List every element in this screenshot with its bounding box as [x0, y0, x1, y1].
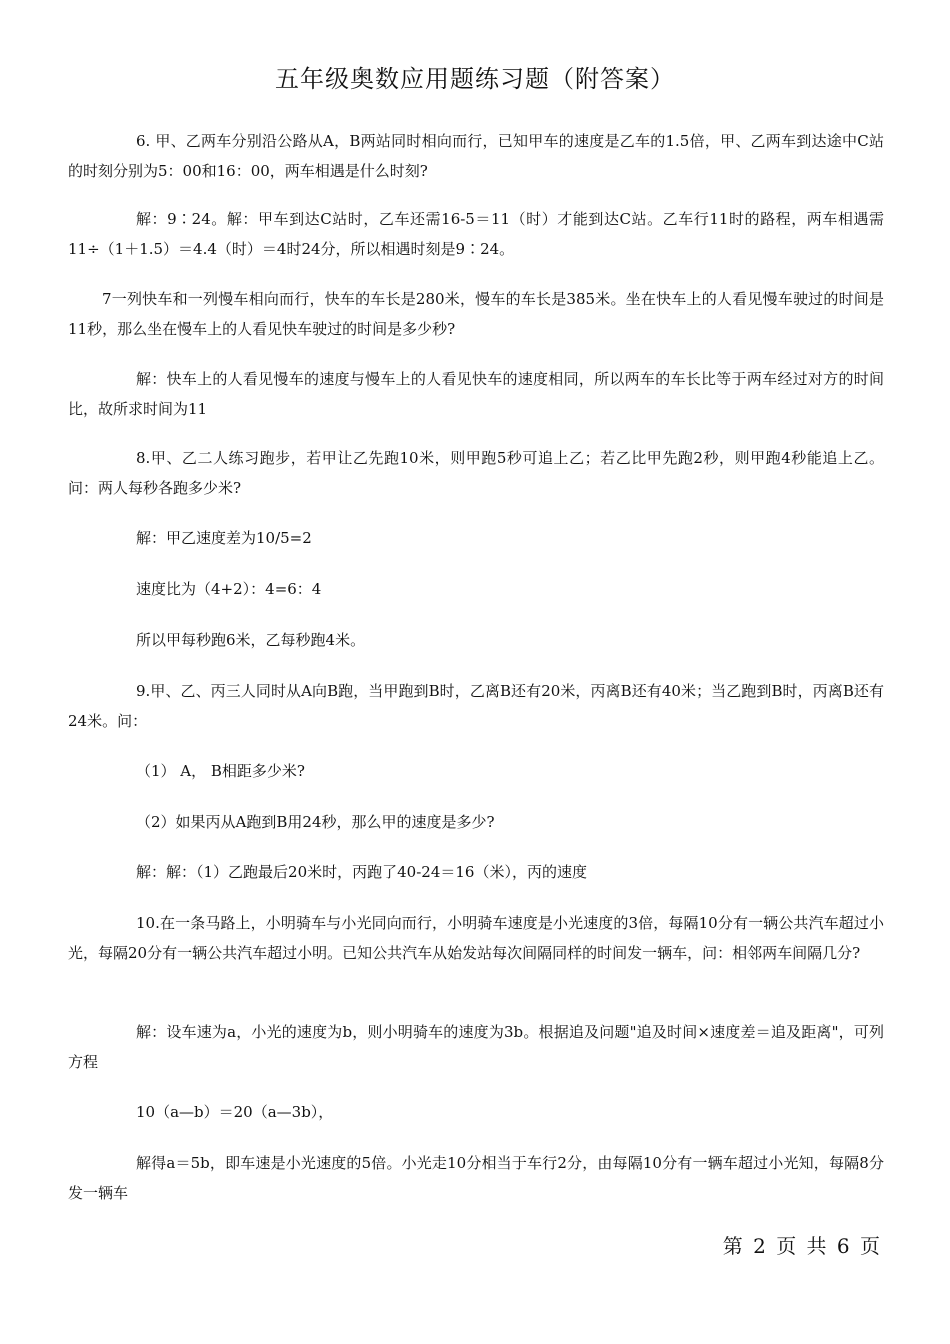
question-7-text: 7一列快车和一列慢车相向而行，快车的车长是280米，慢车的车长是385米。坐在快车上的人看见慢车驶过的时间是11秒，那么坐在慢车上的人看见快车驶过的时间是多少秒?: [68, 290, 884, 338]
answer-10-text: 解：设车速为a，小光的速度为b，则小明骑车的速度为3b。根据追及问题"追及时间×速度差＝追及距离"，可列方程: [68, 1023, 884, 1071]
page-title: 五年级奥数应用题练习题（附答案）: [275, 65, 675, 93]
question-9-text: 9.甲、乙、丙三人同时从A向B跑，当甲跑到B时，乙离B还有20米，丙离B还有40米；当乙跑到B时，丙离B还有24米。问：: [68, 682, 884, 730]
answer-7-text: 解：快车上的人看见慢车的速度与慢车上的人看见快车的速度相同，所以两车的车长比等于两车经过对方的时间比，故所求时间为11: [68, 370, 884, 418]
page-number-footer: 第 2 页 共 6 页: [722, 1234, 882, 1258]
question-6-text: 6. 甲、乙两车分别沿公路从A，B两站同时相向而行，已知甲车的速度是乙车的1.5倍，甲、乙两车到达途中C站的时刻分别为5：00和16：00，两车相遇是什么时刻?: [68, 132, 884, 180]
question-8-text: 8.甲、乙二人练习跑步，若甲让乙先跑10米，则甲跑5秒可追上乙；若乙比甲先跑2秒，则甲跑4秒能追上乙。问：两人每秒各跑多少米?: [68, 449, 884, 497]
answer-6-text: 解：9∶24。解：甲车到达C站时，乙车还需16-5＝11（时）才能到达C站。乙车行11时的路程，两车相遇需11÷（1＋1.5）＝4.4（时）＝4时24分，所以相遇时刻是9∶24。: [68, 210, 884, 258]
question-10-text: 10.在一条马路上，小明骑车与小光同向而行，小明骑车速度是小光速度的3倍，每隔10分有一辆公共汽车超过小光，每隔20分有一辆公共汽车超过小明。已知公共汽车从始发站每次间隔同样的时间发一辆车，问：相邻两车间隔几分?: [68, 914, 884, 962]
answer-10-equation: 10（a—b）＝20（a—3b），: [136, 1103, 334, 1121]
answer-10-solution: 解得a＝5b，即车速是小光速度的5倍。小光走10分相当于车行2分，由每隔10分有一辆车超过小光知，每隔8分发一辆车: [68, 1154, 884, 1202]
answer-9-text: 解：解：（1）乙跑最后20米时，丙跑了40-24＝16（米），丙的速度: [136, 863, 587, 881]
answer-8-line-3: 所以甲每秒跑6米，乙每秒跑4米。: [136, 631, 366, 649]
answer-8-line-2: 速度比为（4+2）：4=6：4: [136, 580, 322, 598]
question-9-part-1: （1） A， B相距多少米?: [136, 762, 305, 780]
question-9-part-2: （2）如果丙从A跑到B用24秒，那么甲的速度是多少?: [136, 813, 495, 831]
answer-8-line-1: 解：甲乙速度差为10/5=2: [136, 529, 312, 547]
